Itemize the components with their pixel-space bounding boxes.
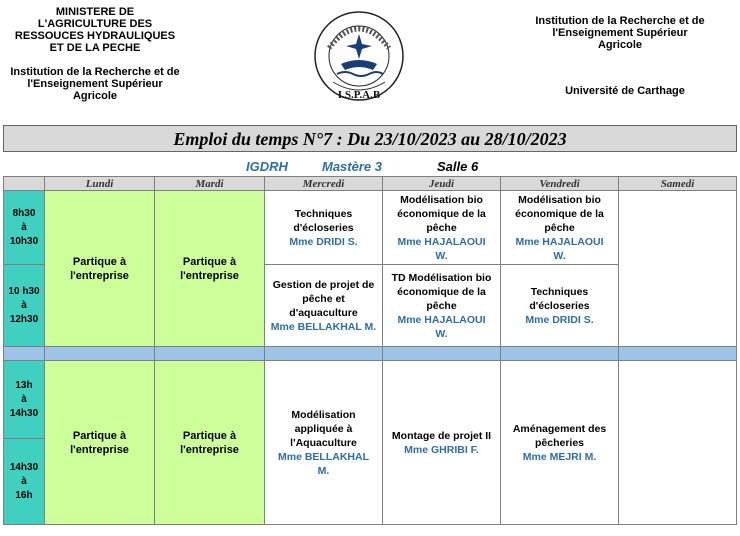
session-cell: Montage de projet II Mme GHRIBI F. [383,361,501,525]
teacher-name: W. [435,249,448,262]
day-header-row [4,177,737,191]
day-header: Vendredi [501,177,619,191]
program-label: IGDRH [246,159,288,174]
ministry-line: MINISTERE DE [55,6,135,18]
session-cell: Partique à l'entreprise [155,191,265,347]
session-cell: Partique à l'entreprise [45,191,155,347]
session-cell: Aménagement des pêcheries Mme MEJRI M. [501,361,619,525]
day-header: Lundi [45,177,155,191]
teacher-name: W. [553,249,566,262]
session-cell: Partique à l'entreprise [45,361,155,525]
day-header: Mercredi [265,177,383,191]
session-cell: Gestion de projet de pêche et d'aquaculture Mme BELLAKHAL M. [265,265,383,347]
level-label: Mastère 3 [322,159,382,174]
teacher-name: Mme HAJALAOUI [397,235,486,248]
session-cell: Techniques d'écloseries Mme DRIDI S. [501,265,619,347]
session-cell: TD Modélisation bio économique de la pêche Mme HAJALAOUI W. [383,265,501,347]
time-slot: 10 h30 à 12h30 [4,265,45,347]
logo-text: I.S.P.A.B [337,89,381,101]
lunch-separator [4,347,737,361]
ministry-line: RESSOUCES HYDRAULIQUES [14,30,176,42]
empty-cell [619,191,737,347]
institution-line: l'Enseignement Supérieur [27,78,163,90]
schedule-title: Emploi du temps N°7 : Du 23/10/2023 au 28/10/2023 [3,125,737,152]
day-header: Mardi [155,177,265,191]
right-institution [520,15,720,51]
day-header: Samedi [619,177,737,191]
empty-cell [619,361,737,525]
session-cell: Modélisation bio économique de la pêche Mme HAJALAOUI W. [383,191,501,265]
table-row [4,191,737,265]
teacher-name: Mme DRIDI S. [289,235,358,248]
teacher-name: W. [435,327,448,340]
teacher-name: Mme HAJALAOUI [397,313,486,326]
institution-line: Agricole [597,39,642,51]
session-cell: Modélisation appliquée à l'Aquaculture Mme BELLAKHAL M. [265,361,383,525]
ministry-header [0,6,190,102]
teacher-name: Mme DRIDI S. [525,313,594,326]
ministry-line: ET DE LA PECHE [49,42,141,54]
institution-line: Agricole [72,90,117,102]
teacher-name: Mme BELLAKHAL [278,450,369,463]
teacher-name: M. [317,464,330,477]
institution-line: Institution de la Recherche et de [535,15,705,27]
teacher-name: Mme HAJALAOUI [515,235,604,248]
session-cell: Partique à l'entreprise [155,361,265,525]
corner-cell [4,177,45,191]
ministry-line: L'AGRICULTURE DES [37,18,153,30]
timetable [3,176,737,525]
teacher-name: Mme BELLAKHAL M. [270,320,377,333]
university-name: Université de Carthage [565,85,685,97]
teacher-name: Mme MEJRI M. [522,450,597,463]
time-slot: 14h30 à 16h [4,439,45,525]
room-label: Salle 6 [437,159,479,174]
table-row [4,361,737,439]
day-header: Jeudi [383,177,501,191]
institution-line: l'Enseignement Supérieur [552,27,688,39]
ispab-logo [307,8,411,108]
session-cell: Techniques d'écloseries Mme DRIDI S. [265,191,383,265]
time-slot: 8h30 à 10h30 [4,191,45,265]
time-slot: 13h à 14h30 [4,361,45,439]
teacher-name: Mme GHRIBI F. [404,443,479,456]
session-cell: Modélisation bio économique de la pêche Mme HAJALAOUI W. [501,191,619,265]
institution-line: Institution de la Recherche et de [10,66,180,78]
